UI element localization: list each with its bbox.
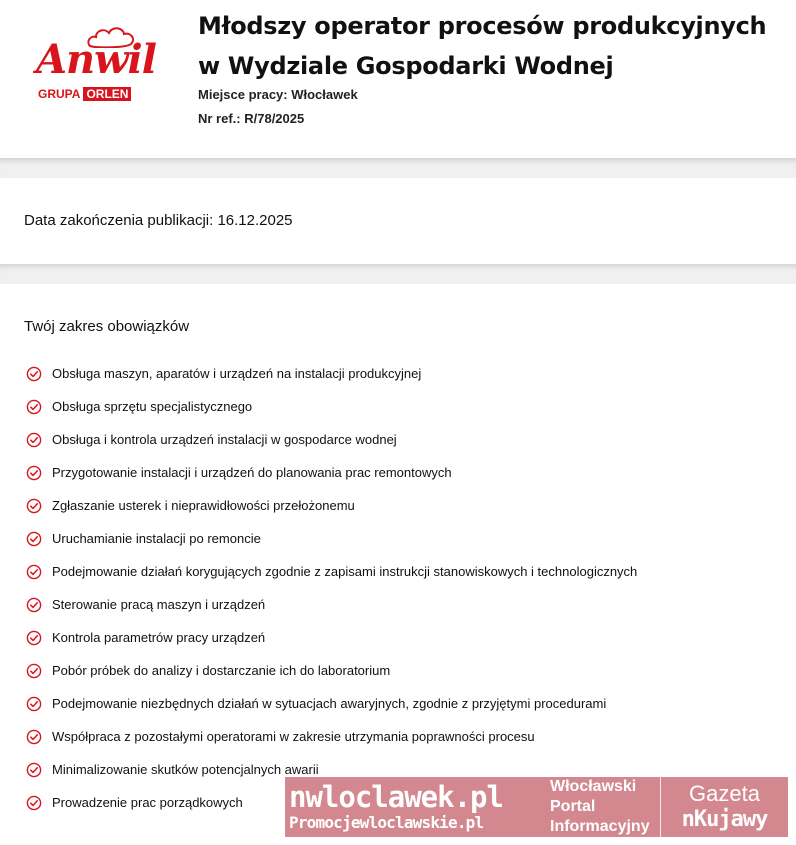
duty-item <box>26 562 637 595</box>
check-circle-icon <box>26 531 42 547</box>
duty-text: Pobór próbek do analizy i dostarczanie ich do laboratorium <box>52 663 391 678</box>
section-divider <box>0 264 796 284</box>
duties-heading: Twój zakres obowiązków <box>24 318 190 335</box>
duty-text: Sterowanie pracą maszyn i urządzeń <box>52 597 266 612</box>
duty-text: Podejmowanie działań korygujących zgodnie z zapisami instrukcji stanowiskowych i technologicznych <box>52 564 638 579</box>
logo-group-name: ORLEN <box>83 87 131 101</box>
check-circle-icon <box>26 729 42 745</box>
check-circle-icon <box>26 465 42 481</box>
duty-text: Obsługa maszyn, aparatów i urządzeń na instalacji produkcyjnej <box>52 366 422 381</box>
watermark-gazeta <box>661 777 788 837</box>
watermark-portal <box>545 777 661 837</box>
duty-text: Uruchamianie instalacji po remoncie <box>52 531 261 546</box>
check-circle-icon <box>26 663 42 679</box>
check-circle-icon <box>26 762 42 778</box>
logo-group-prefix: GRUPA <box>38 87 81 101</box>
check-circle-icon <box>26 432 42 448</box>
duty-item <box>26 397 637 430</box>
job-header <box>0 0 796 158</box>
duty-item <box>26 727 637 760</box>
duty-text: Zgłaszanie usterek i nieprawidłowości przełożonemu <box>52 498 355 513</box>
duty-text: Kontrola parametrów pracy urządzeń <box>52 630 266 645</box>
job-reference: Nr ref.: R/78/2025 <box>198 111 305 126</box>
duty-text: Obsługa i kontrola urządzeń instalacji w gospodarce wodnej <box>52 432 397 447</box>
check-circle-icon <box>26 597 42 613</box>
duty-item <box>26 463 637 496</box>
duty-item <box>26 529 637 562</box>
watermark-portal-line3: Informacyjny <box>550 818 650 835</box>
duty-item <box>26 628 637 661</box>
duty-text: Minimalizowanie skutków potencjalnych awarii <box>52 762 319 777</box>
anwil-logo[interactable] <box>36 26 156 106</box>
duty-text: Podejmowanie niezbędnych działań w sytuacjach awaryjnych, zgodnie z przyjętymi procedurami <box>52 696 607 711</box>
watermark-sub: Promocjewloclawskie.pl <box>289 813 484 832</box>
check-circle-icon <box>26 795 42 811</box>
check-circle-icon <box>26 696 42 712</box>
duty-item <box>26 595 637 628</box>
duty-text: Obsługa sprzętu specjalistycznego <box>52 399 253 414</box>
watermark-portal-line2: Portal <box>550 798 596 815</box>
duty-item <box>26 430 637 463</box>
watermark-gazeta-line2: nKujawy <box>681 807 768 832</box>
check-circle-icon <box>26 498 42 514</box>
duty-text: Prowadzenie prac porządkowych <box>52 795 243 810</box>
publication-end-date: Data zakończenia publikacji: 16.12.2025 <box>24 212 293 229</box>
duty-item <box>26 694 637 727</box>
job-location: Miejsce pracy: Włocławek <box>198 87 358 102</box>
logo-word: Anwil <box>36 36 156 83</box>
job-title: Młodszy operator procesów produkcyjnych w Wydziale Gospodarki Wodnej <box>198 12 767 80</box>
check-circle-icon <box>26 564 42 580</box>
section-divider <box>0 158 796 178</box>
watermark-banner <box>285 777 788 837</box>
duty-item <box>26 364 637 397</box>
duty-item <box>26 661 637 694</box>
duty-text: Przygotowanie instalacji i urządzeń do planowania prac remontowych <box>52 465 452 480</box>
duty-item <box>26 496 637 529</box>
check-circle-icon <box>26 399 42 415</box>
watermark-main: nwloclawek.pl <box>289 780 503 814</box>
duties-list <box>26 364 637 826</box>
watermark-site <box>285 777 545 837</box>
duty-text: Współpraca z pozostałymi operatorami w zakresie utrzymania poprawności procesu <box>52 729 535 744</box>
watermark-portal-line1: Włocławski <box>550 778 637 795</box>
logo-group <box>38 87 131 101</box>
check-circle-icon <box>26 366 42 382</box>
check-circle-icon <box>26 630 42 646</box>
watermark-gazeta-line1: Gazeta <box>689 781 760 806</box>
